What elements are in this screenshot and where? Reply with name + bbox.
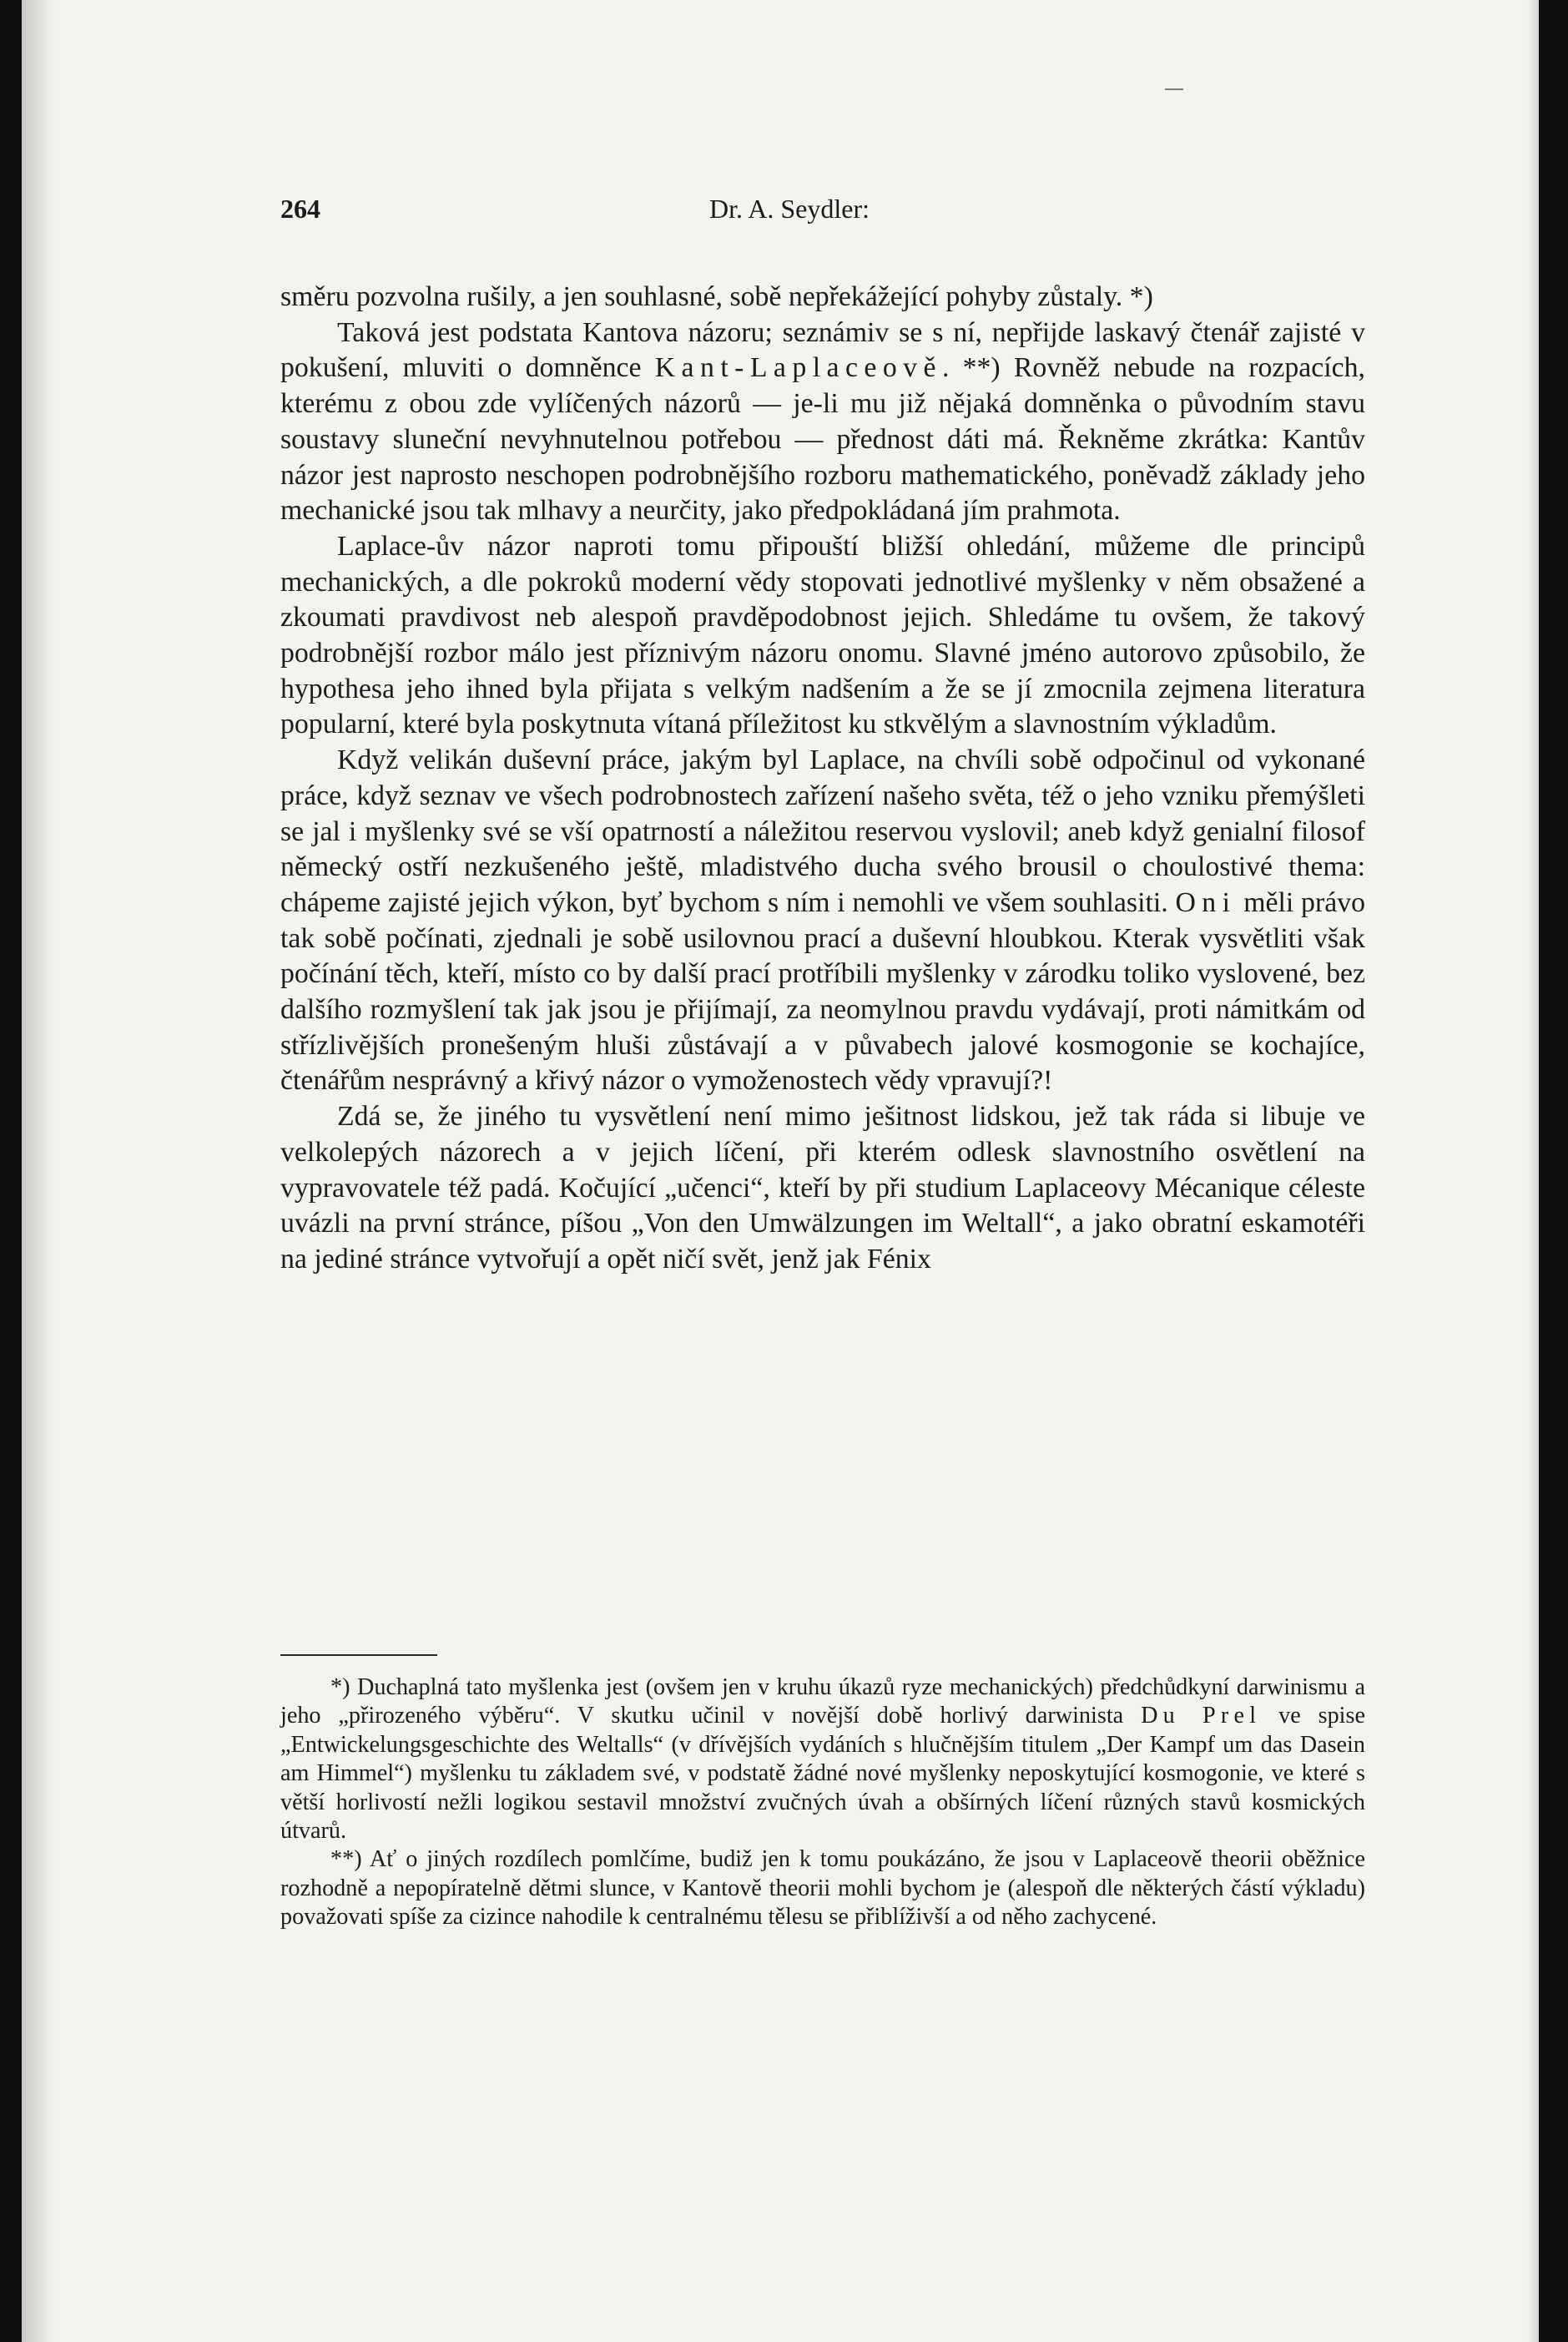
footnote-rule	[280, 1654, 437, 1656]
page-number: 264	[280, 194, 320, 224]
body-text	[280, 280, 1365, 1278]
stray-mark	[1165, 88, 1183, 90]
paragraph-4	[280, 743, 1365, 1099]
page-header	[280, 194, 1365, 227]
footnotes	[280, 1673, 1365, 1932]
paragraph-4-part-a: Když velikán duševní práce, jakým byl Laplace, na chvíli sobě odpočinul od vykonané práce, když seznav ve všech podrobnostech zařízení našeho světa, též o jeho vzniku přemýšleti se jal i myšlenky své se vší opatrností a náležitou reservou vyslovil; aneb když genialní filosof německý ostří nezkušeného ještě, mladistvého ducha svého brousil o choulostivé thema: chápeme zajisté jejich výkon, byť bychom s ním i nemohli ve všem souhlasiti.	[280, 744, 1365, 918]
book-page	[22, 0, 1539, 2342]
footnote-1	[280, 1673, 1365, 1845]
paragraph-2	[280, 315, 1365, 529]
footnote-1-part-a: *) Duchaplná tato myšlenka jest (ovšem jen v kruhu úkazů ryze mechanických) předchůdkyní darwinismu a jeho „přirozeného výběru“. V skutku učinil v novější době horlivý darwinista	[280, 1674, 1365, 1729]
spaced-term-du-prel: Du Prel	[1141, 1703, 1262, 1729]
paragraph-5: Zdá se, že jiného tu vysvětlení není mimo ješitnost lidskou, jež tak ráda si libuje ve velkolepých názorech a v jejich líčení, při kterém odlesk slavnostního osvětlení na vypravovatele též padá. Kočující „učenci“, kteří by při studium Laplaceovy Mécanique céleste uvázli na první stránce, píšou „Von den Umwälzungen im Weltall“, a jako obratní eskamotéři na jediné stránce vytvořují a opět ničí svět, jenž jak Fénix	[280, 1101, 1365, 1274]
gutter-shadow	[22, 0, 55, 2342]
page-edge	[1527, 0, 1539, 2342]
paragraph-2-part-b: . **) Rovněž nebude na rozpacích, kterému z obou zde vylíčených názorů — je-li mu již nějaká domněnka o původním stavu soustavy sluneční nevyhnutelnou potřebou — přednost dáti má. Řekněme zkrátka: Kantův názor jest naprosto neschopen podrobnějšího rozboru mathematického, poněvadž základy jeho mechanické jsou tak mlhavy a neurčity, jako předpokládaná jím prahmota.	[280, 352, 1365, 527]
spaced-term-kant-laplace: Kant-Laplaceově	[654, 352, 942, 384]
spaced-term-oni: Oni	[1175, 886, 1237, 918]
paragraph-2-part-a: Taková jest podstata Kantova názoru; seznámiv se s ní, nepřijde laskavý čtenář zajisté v pokušení, mluviti o domněnce	[280, 316, 1365, 384]
paragraph-4-part-b: měli právo tak sobě počínati, zjednali je sobě usilovnou prací a duševní hloubkou. Kterak vysvětliti však počínání těch, kteří, místo co by další prací protříbili myšlenky v zárodku toliko vyslovené, bez dalšího rozmyšlení tak jak jsou je přijímají, za neomylnou pravdu vydávají, proti námitkám od střízlivějších pronešeným hluši zůstávají a v půvabech jalové kosmogonie se kochajíce, čtenářům nesprávný a křivý názor o vymoženostech vědy vpravují?!	[280, 886, 1366, 1097]
running-head: Dr. A. Seydler:	[709, 194, 870, 224]
footnote-1-part-b: ve spise „Entwickelungsgeschichte des Weltalls“ (v dřívějších vydáních s hlučnějším titulem „Der Kampf um das Dasein am Himmel“) myšlenku tu základem své, v podstatě žádné nové myšlenky neposkytující kosmogonie, ve které s větší horlivostí nežli logikou sestavil množství zvučných úvah a obšírných líčení různých stavů kosmických útvarů.	[280, 1703, 1365, 1845]
paragraph-1: směru pozvolna rušily, a jen souhlasné, sobě nepřekážející pohyby zůstaly. *)	[280, 281, 1153, 312]
paragraph-3: Laplace-ův názor naproti tomu připouští bližší ohledání, můžeme dle principů mechanických, a dle pokroků moderní vědy stopovati jednotlivé myšlenky v něm obsažené a zkoumati pravdivost neb alespoň pravděpodobnost jejich. Shledáme tu ovšem, že takový podrobnější rozbor málo jest příznivým názoru onomu. Slavné jméno autorovo způsobilo, že hypothesa jeho ihned byla přijata s velkým nadšením a že se jí zmocnila zejmena literatura popularní, které byla poskytnuta vítaná příležitost ku stkvělým a slavnostním výkladům.	[280, 530, 1365, 740]
footnote-2: **) Ať o jiných rozdílech pomlčíme, budiž jen k tomu poukázáno, že jsou v Laplaceově theorii oběžnice rozhodně a nepopíratelně dětmi slunce, v Kantově theorii mohli bychom je (alespoň dle některých částí výkladu) považovati spíše za cizince nahodile k centralnému tělesu se přiblíživší a od něho zachycené.	[280, 1846, 1365, 1931]
